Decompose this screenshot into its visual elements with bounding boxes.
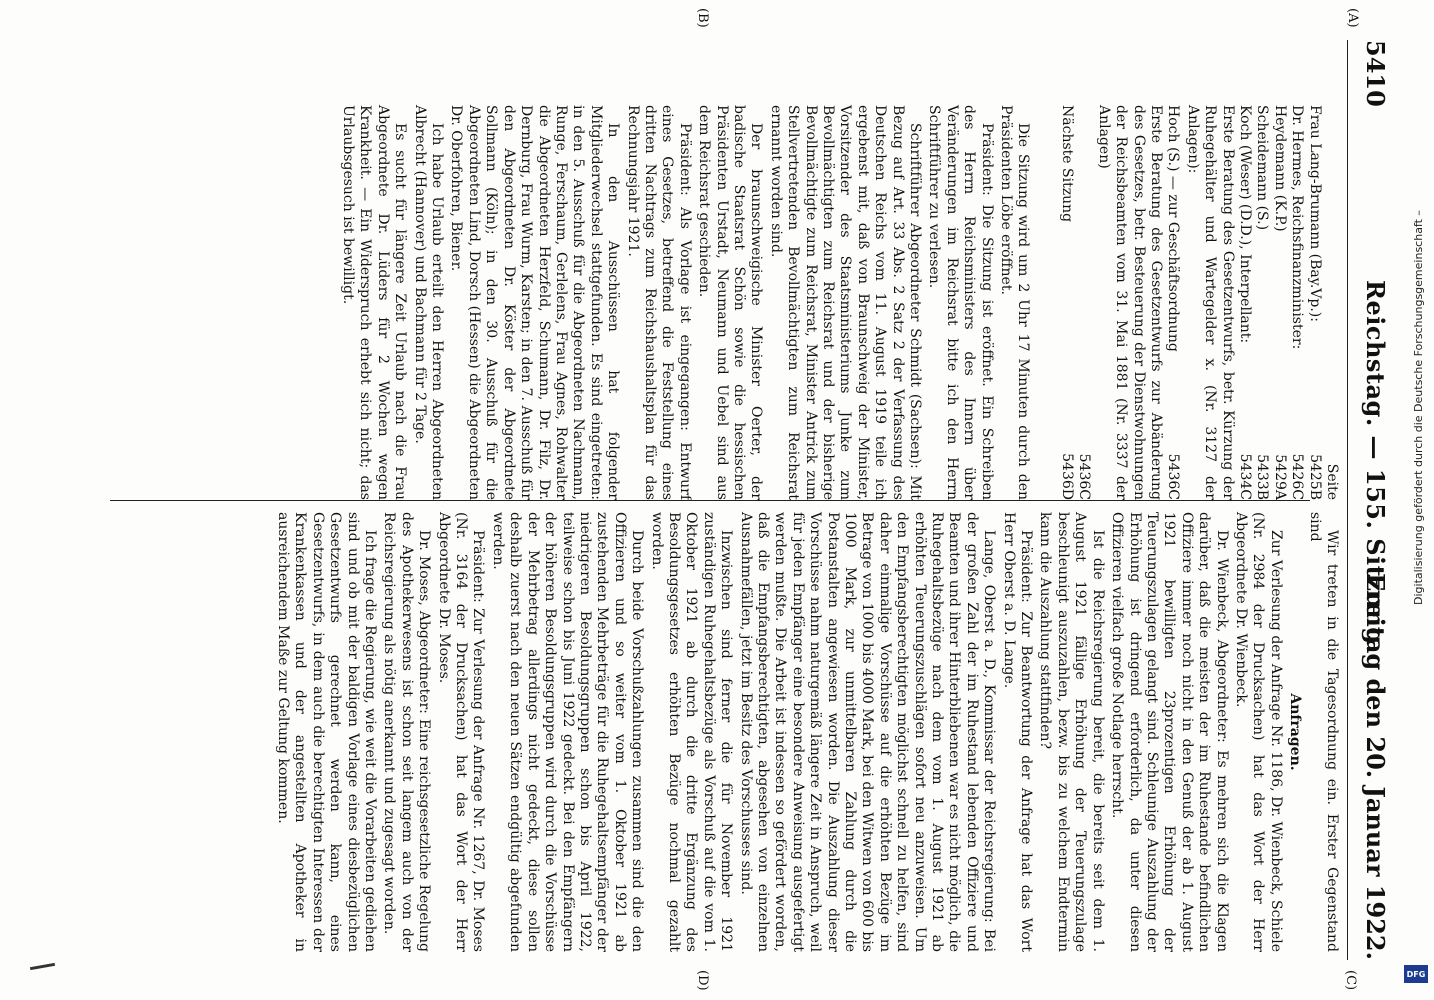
toc-ref-2: 5436C [1076, 453, 1093, 500]
paragraph: Präsident: Zur Beantwortung der Anfrage hat das Wort Herr Oberst a. D. Lange. [1000, 512, 1035, 952]
paragraph: Dr. Moses, Abgeordneter: Eine reichsgesetzliche Regelung des Apothekerwesens ist schon seit langem auch von der Reichsregierung als nötig anerkannt und zugesagt worden. [381, 512, 433, 952]
paragraph: Lange, Oberst a. D., Kommissar der Reichsregierung: Bei der großen Zahl der im Ruhestand lebenden Offiziere und Beamten und ihrer Hinterbliebenen war es nicht möglich, die Ruhegehaltsbezüge nach dem vom 1. August 1921 ab erhöhten Teuerungszuschlägen sofort neu anzuweisen. Um den Empfangsberechtigten möglichst schnell zu helfen, sind daher einmalige Vorschüsse auf die erhöhten Bezüge im Betrage von 1000 bis 4000 Mark, bei den Witwen von 600 bis 1000 Mark, zur unmittelbaren Zahlung durch die Postanstalten angewiesen worden. Die Auszahlung dieser Vorschüsse nahm naturgemäß längere Zeit in Anspruch, weil für jeden Empfänger eine besondere Anweisung ausgefertigt werden mußte. Die Arbeit ist indessen so gefördert worden, daß die Empfangsberechtigten, abgesehen von einzelnen Ausnahmefällen, jetzt im Besitz des Vorschusses sind. [737, 512, 998, 952]
toc-erste-beratung-1: Erste Beratung des Gesetzentwurfs, betr. Kürzung der Ruhegehälter und Wartegelder x. (Nr. 3127 der Anlagen): [1184, 105, 1236, 500]
toc-row: Heydemann (K.P.) 5429A [1271, 105, 1288, 500]
paragraph: Präsident: Zur Verlesung der Anfrage Nr. 1267, Dr. Moses (Nr. 3164 der Drucksachen) hat das Wort der Herr Abgeordnete Dr. Moses. [435, 512, 487, 952]
paragraph: In den Ausschüssen hat folgender Mitgliederwechsel stattgefunden. Es sind eingetreten: in den 5. Ausschuß für die Abgeordneten Nachmann, Runge, Ferschaum, Gerlelens, Frau Agnes, Rohwalter die Abgeordneten Herzfeld, Schumann, Dr. Filz, Dr. Dernburg, Frau Wurm, Karsten; in den 7. Ausschuß für den Abgeordneten Dr. Köster der Abgeordnete Sollmann (Köln); in den 30. Ausschuß für die Abgeordneten Lind, Dorsch (Hessen) die Abgeordneten Dr. Oberfohren, Biener. [448, 105, 622, 500]
toc-row: Dr. Hermes, Reichsfinanzminister: 5426C [1289, 105, 1306, 500]
paragraph: Durch beide Vorschußzahlungen zusammen sind die den Offizieren und so weiter vom 1. Oktober 1921 ab zustehenden Mehrbeträge für die Ruhegehaltsempfänger der niedrigeren Besoldungsgruppen schon bis April 1922, teilweise schon bis Juni 1922 gedeckt. Bei den Empfängern der höheren Besoldungsgruppen wird durch die Vorschüsse der Mehrbetrag allerdings nicht gedeckt, diese sollen deshalb zuerst nach den neuen Sätzen endgültig abgefunden werden. [489, 512, 646, 952]
paragraph: Wir treten in die Tagesordnung ein. Erster Gegenstand sind [1306, 512, 1340, 952]
margin-marker-c: (C) [1343, 970, 1358, 991]
paragraph: Zur Verlesung der Anfrage Nr. 1186, Dr. Wienbeck, Schiele (Nr. 2984 der Drucksachen) hat das Wort der Herr Abgeordnete Dr. Wienbeck. [1232, 512, 1284, 952]
paragraph: Präsident: Die Sitzung ist eröffnet. Ein Schreiben des Herrn Reichsministers des Innern über Veränderungen im Reichsrat bitte ich den Herrn Schriftführer zu verlesen. [926, 105, 995, 500]
paragraph: Präsident: Als Vorlage ist eingegangen: Entwurf eines Gesetzes, betreffend die Feststellung eines dritten Nachtrags zum Reichshaushaltsplan für das Rechnungsjahr 1921. [624, 105, 693, 500]
toc-seite-label: Seite [1324, 463, 1340, 500]
toc-row: Koch (Weser) (D.D.), Interpellant: 5434C [1236, 105, 1253, 500]
section-heading: Anfragen. [1287, 693, 1304, 771]
paragraph: Inzwischen sind ferner die für November 1921 zuständigen Ruhegehaltsbezüge als Vorschuß auf die vom 1. Oktober 1921 ab durch die dritte Ergänzung des Besoldungsgesetzes erhöhten Bezüge nochmal gezahlt worden. [648, 512, 735, 952]
paragraph: Es sucht für längere Zeit Urlaub nach die Frau Abgeordnete Dr. Lüders für 2 Wochen wegen Krankheit. — Ein Widerspruch erhebt sich nicht; das Urlaubsgesuch ist bewilligt. [340, 105, 409, 500]
toc-row: Scheidemann (S.) 5433B [1254, 105, 1271, 500]
digitization-credit: Digitalisierung gefördert durch die Deutsche Forschungsgemeinschaft – [1412, 210, 1425, 605]
paragraph: Der braunschweigische Minister Oerter, der badische Staatsrat Schön sowie die hessischen Präsidenten Urstadt, Neumann und Uebel sind aus dem Reichsrat geschieden. [696, 105, 765, 500]
page-number: 5410 [1361, 40, 1390, 107]
column-rule [110, 500, 1310, 501]
digitization-credit-bar [1398, 0, 1434, 1000]
toc-column [337, 105, 1340, 500]
opening-paragraph: Die Sitzung wird um 2 Uhr 17 Minuten durch den Präsidenten Löbe eröffnet. [998, 105, 1032, 500]
paragraph: Ich habe Urlaub erteilt den Herren Abgeordneten Albrecht (Hannover) und Bachmann für 2 Tage. [411, 105, 446, 500]
toc-erste-beratung-2: Erste Beratung des Gesetzentwurfs zur Abänderung des Gesetzes, betr. Besteuerung der Dienstwohnungen der Reichsbeamten vom 31. Mai 1881 (Nr. 3337 der Anlagen) [1095, 105, 1164, 500]
toc-row: Hoch (S.) — zur Geschäftsordnung 5436C [1165, 105, 1182, 500]
paragraph: Ich frage die Regierung, wie weit die Vorarbeiten gediehen sind und ob mit der baldigen Vorlage eines diesbezüglichen Gesetzentwurfs gerechnet werden kann, eines Gesetzentwurfs, in dem auch die berechtigten Interessen der Krankenkassen und der angestellten Apotheker in ausreichendem Maße zur Geltung kommen. [275, 512, 379, 952]
header-date: Freitag den 20. Januar 1922. [1361, 573, 1390, 960]
dfg-logo: DFG [1404, 965, 1428, 983]
margin-marker-a: (A) [1345, 8, 1360, 28]
toc-row: Nächste Sitzung 5436D [1058, 105, 1075, 500]
right-column [272, 512, 1340, 952]
rotated-right-frame [5, 500, 1400, 1000]
margin-marker-b: (B) [695, 8, 710, 28]
paragraph: Dr. Wienbeck, Abgeordneter: Es mehren sich die Klagen darüber, daß die meisten der im Ruhestande befindlichen Offiziere immer noch nicht in den Genuß der ab 1. August 1921 bewilligten 23prozentigen Erhöhung der Teuerungszulagen gelangt sind. Schleunige Auszahlung der Erhöhung ist dringend erforderlich, da unter diesen Offizieren vielfach große Notlage herrscht. [1109, 512, 1230, 952]
paragraph: Schriftführer Abgeordneter Schmidt (Sachsen): Mit Bezug auf Art. 33 Abs. 2 Satz 2 der Verfassung des Deutschen Reichs vom 11. August 1919 teile ich ergebenst mit, daß von Braunschweig der Minister, Vorsitzender des Staatsministeriums Junke zum Bevollmächtigten zum Reichsrat und der bisherige Bevollmächtigte zum Reichsrat, Minister Antrick zum Stellvertretenden Bevollmächtigten zum Reichsrat ernannt worden sind. [767, 105, 924, 500]
paragraph: Ist die Reichsregierung bereit, die bereits seit dem 1. August 1921 fällige Erhöhung der Teuerungszulage beschleunigt auszuzahlen, bezw. bis zu welchem Endtermin kann die Auszahlung stattfinden? [1037, 512, 1106, 952]
margin-marker-d: (D) [695, 970, 710, 991]
header-title: Reichstag. — 155. Sitzung. [1361, 280, 1390, 654]
toc-row: Frau Lang-Brumann (Bay.Vp.): 5425B [1306, 105, 1323, 500]
